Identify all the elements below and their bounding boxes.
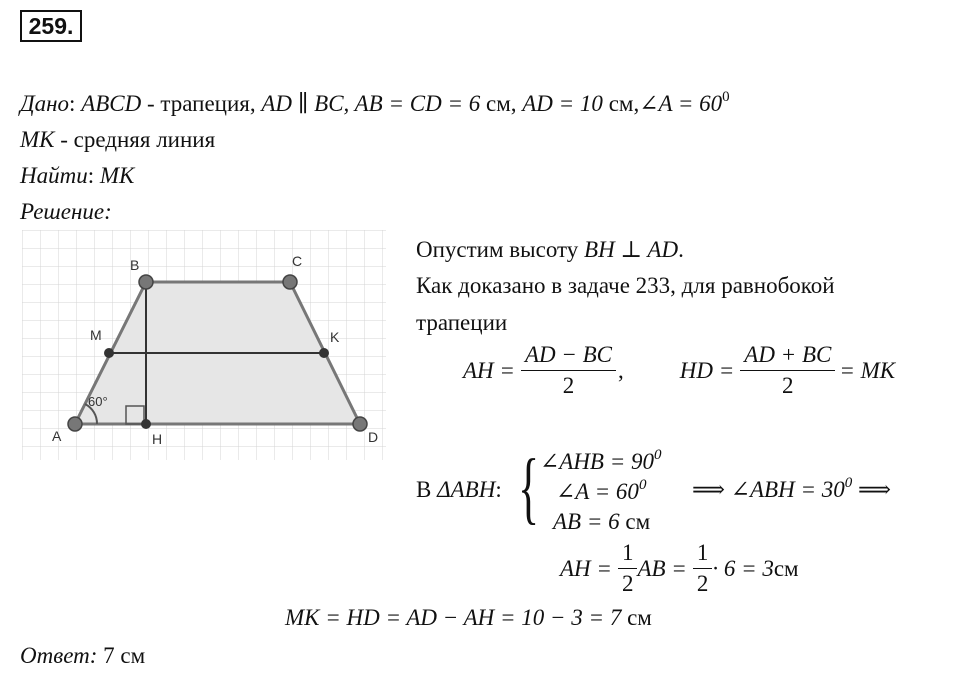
system-implication: ⟹ ∠ABH = $30^0$ ⟹: [692, 475, 891, 502]
system-brace: {: [518, 444, 540, 532]
trapezoid-figure: [22, 230, 386, 460]
system-line-1: ∠AHB = $90^0$: [540, 447, 662, 474]
fraction-half-1: $\frac{1}{2}$: [618, 540, 638, 597]
given-line: Дано: ABCD - трапеция, AD ∥ BC, AB = CD = 6 см, AD = 10 см,∠A = $60^0$: [20, 89, 730, 116]
system-line-3: AB = 6 см: [553, 509, 651, 534]
problem-number: 259.: [20, 10, 82, 42]
answer-label: Ответ:: [20, 643, 98, 668]
find-label: Найти: [20, 163, 88, 188]
answer-value: 7 см: [97, 643, 146, 668]
formula-ah-value: AH = $\frac{1}{2}$ AB = $\frac{1}{2}$ · 6 = 3 см: [560, 540, 799, 596]
formula-ah-hd: AH = $\frac{AD - BC}{2}$ , HD = $\frac{AD + BC}{2}$ = MK: [463, 342, 896, 398]
point-h: [141, 419, 151, 429]
text-trapezoid: трапеции: [416, 310, 508, 335]
label-h: H: [152, 431, 163, 447]
system-line-2: ∠A = $60^0$: [556, 477, 647, 504]
text-proved: Как доказано в задаче 233, для равнобокой: [416, 273, 835, 298]
text-height: Опустим высоту BH ⊥ AD.: [416, 237, 684, 262]
system-prefix: В ΔABH:: [416, 477, 502, 502]
given-line-2: MK - средняя линия: [20, 127, 216, 152]
given-label: Дано: [20, 91, 70, 116]
angle-label: 60°: [88, 394, 108, 409]
fraction-half-2: $\frac{1}{2}$: [693, 540, 713, 597]
answer-line: [20, 642, 145, 670]
point-b: [139, 275, 153, 289]
fraction-2: $\frac{AD + BC}{2}$: [740, 342, 835, 399]
label-k: K: [330, 329, 340, 345]
solution-label: Решение:: [20, 199, 112, 224]
formula-mk: MK = HD = AD − AH = 10 − 3 = 7 см: [285, 605, 652, 630]
point-k: [319, 348, 329, 358]
fraction-1: $\frac{AD - BC}{2}$: [521, 342, 616, 399]
point-a: [68, 417, 82, 431]
label-a: A: [52, 428, 62, 444]
label-c: C: [292, 253, 303, 269]
find-line: Найти: MK: [20, 163, 135, 188]
point-d: [353, 417, 367, 431]
label-m: M: [90, 327, 102, 343]
point-m: [104, 348, 114, 358]
label-b: B: [130, 257, 140, 273]
label-d: D: [368, 429, 379, 445]
point-c: [283, 275, 297, 289]
